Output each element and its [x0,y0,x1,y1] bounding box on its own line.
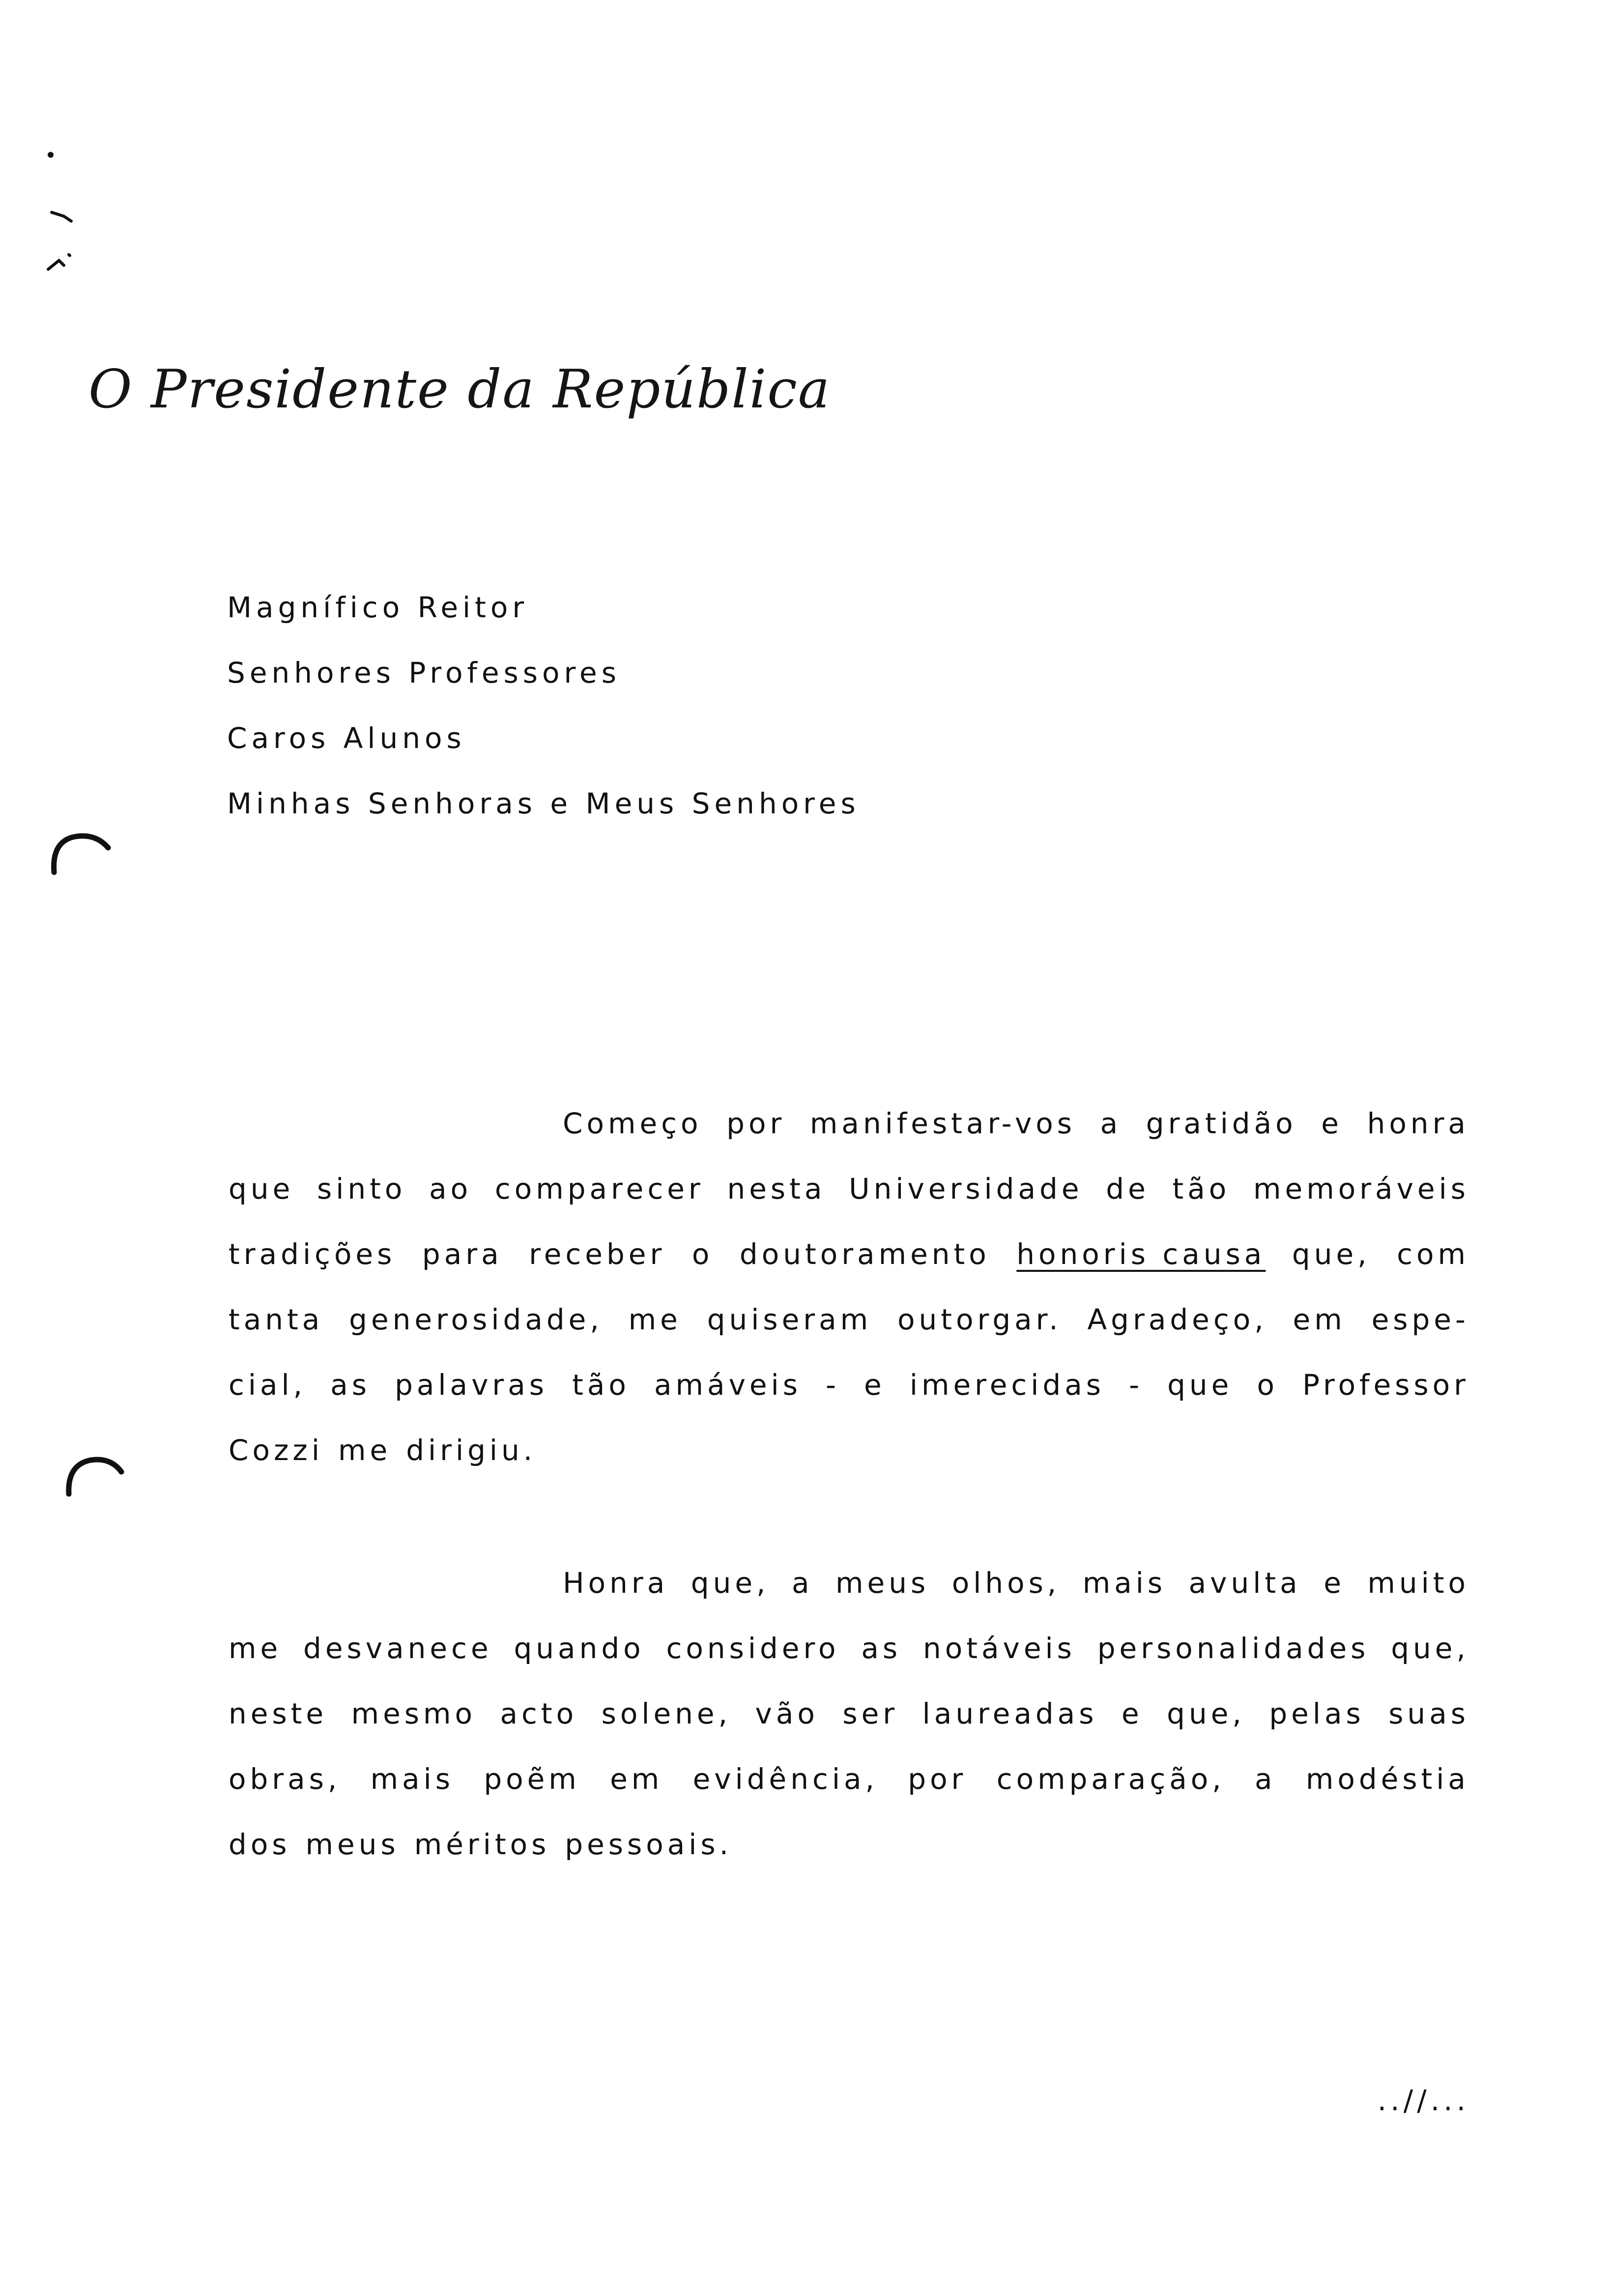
word: tão [1172,1172,1231,1205]
salutation-line: Caros Alunos [227,721,466,755]
text-line [229,1616,1469,1681]
margin-tick-mark [49,206,79,226]
word: generosidade, [349,1303,603,1336]
word: receber [529,1237,666,1271]
word: vão [755,1697,819,1730]
word: personalidades [1097,1632,1370,1665]
word: - [826,1368,840,1402]
text-line [229,1287,1469,1352]
word: desvanece [303,1632,492,1665]
word: mesmo [351,1697,476,1730]
word: memoráveis [1253,1172,1469,1205]
word: e [1121,1697,1143,1730]
text-line [229,1156,1469,1222]
word: imerecidas [909,1368,1105,1402]
word: de [1106,1172,1150,1205]
word: poẽm [484,1762,580,1796]
word: para [422,1237,503,1271]
word: a [791,1566,813,1600]
word: que, [1167,1697,1245,1730]
text-line [229,1681,1469,1747]
word: mais [1082,1566,1167,1600]
body-paragraph-1 [229,1091,1469,1483]
word: Agradeço, [1087,1303,1267,1336]
word: meus [305,1828,400,1861]
word: em [610,1762,663,1796]
word: cial, [229,1368,307,1402]
word: mais [370,1762,455,1796]
salutation-line: Senhores Professores [227,656,621,689]
word: dos [229,1828,291,1861]
word: dirigiu. [406,1434,537,1467]
word: quando [514,1632,645,1665]
word: outorgar. [897,1303,1062,1336]
word: palavras [395,1368,548,1402]
word: suas [1388,1697,1469,1730]
text-line [229,1812,1469,1877]
text-line [229,1418,1469,1483]
text-line [229,1352,1469,1418]
word: acto [500,1697,578,1730]
word: gratidão [1146,1107,1297,1140]
word: me [338,1434,392,1467]
word: - [1129,1368,1143,1402]
word: tão [572,1368,630,1402]
word: o [1257,1368,1278,1402]
word: a [1254,1762,1276,1796]
word: olhos, [951,1566,1061,1600]
word: comparecer [494,1172,704,1205]
word: que [229,1172,294,1205]
word: a [1100,1107,1122,1140]
word: considero [666,1632,840,1665]
word: em [1293,1303,1346,1336]
salutation-line: Minhas Senhoras e Meus Senhores [227,787,860,820]
punch-hole-arc-icon [61,1447,130,1501]
salutation-block [227,575,860,836]
salutation-line: Magnífico Reitor [227,591,529,624]
letterhead-title: O Presidente da República [88,359,831,420]
word: por [908,1762,967,1796]
word: tradições [229,1237,396,1271]
continuation-marker: ..//... [1377,2084,1469,2117]
word: tanta [229,1303,324,1336]
word: pelas [1269,1697,1365,1730]
word: Universidade [849,1172,1083,1205]
word: notáveis [923,1632,1076,1665]
word: as [861,1632,902,1665]
word: e [1324,1566,1345,1600]
emphasized-phrase: honoris causa [1016,1237,1266,1271]
word: evidência, [692,1762,878,1796]
word: por [726,1107,786,1140]
word: avulta [1188,1566,1301,1600]
word: Honra [563,1566,669,1600]
text-line [229,1091,1469,1156]
word: neste [229,1697,328,1730]
word: ao [429,1172,472,1205]
word: que, [691,1566,770,1600]
word: quiseram [707,1303,872,1336]
text-line [229,1747,1469,1812]
margin-dot-mark [43,147,58,162]
word: que [1167,1368,1233,1402]
word: obras, [229,1762,341,1796]
word: sinto [317,1172,406,1205]
word: e [864,1368,886,1402]
text-line [229,1222,1469,1287]
word: doutoramento [739,1237,990,1271]
word: meus [835,1566,930,1600]
word: que, [1391,1632,1469,1665]
word: solene, [601,1697,732,1730]
word: muito [1367,1566,1469,1600]
word: modéstia [1305,1762,1469,1796]
word: manifestar-vos [809,1107,1076,1140]
word: comparação, [996,1762,1225,1796]
word: méritos [414,1828,550,1861]
text-line [229,1550,1469,1616]
word: Cozzi [229,1434,323,1467]
word: as [330,1368,371,1402]
word: pessoais. [565,1828,733,1861]
word: nesta [727,1172,826,1205]
word: me [229,1632,282,1665]
word: e [1321,1107,1343,1140]
punch-hole-arc-icon [47,826,115,880]
word: me [628,1303,682,1336]
word: Professor [1302,1368,1469,1402]
word: com [1397,1237,1469,1271]
word: que, [1292,1237,1371,1271]
word: Começo [563,1107,702,1140]
word: ser [842,1697,899,1730]
word: o [691,1237,714,1271]
word: laureadas [922,1697,1098,1730]
word: amáveis [654,1368,802,1402]
body-paragraph-2 [229,1550,1469,1877]
word: honra [1367,1107,1469,1140]
margin-tick-mark [44,246,79,275]
word: espe- [1371,1303,1469,1336]
